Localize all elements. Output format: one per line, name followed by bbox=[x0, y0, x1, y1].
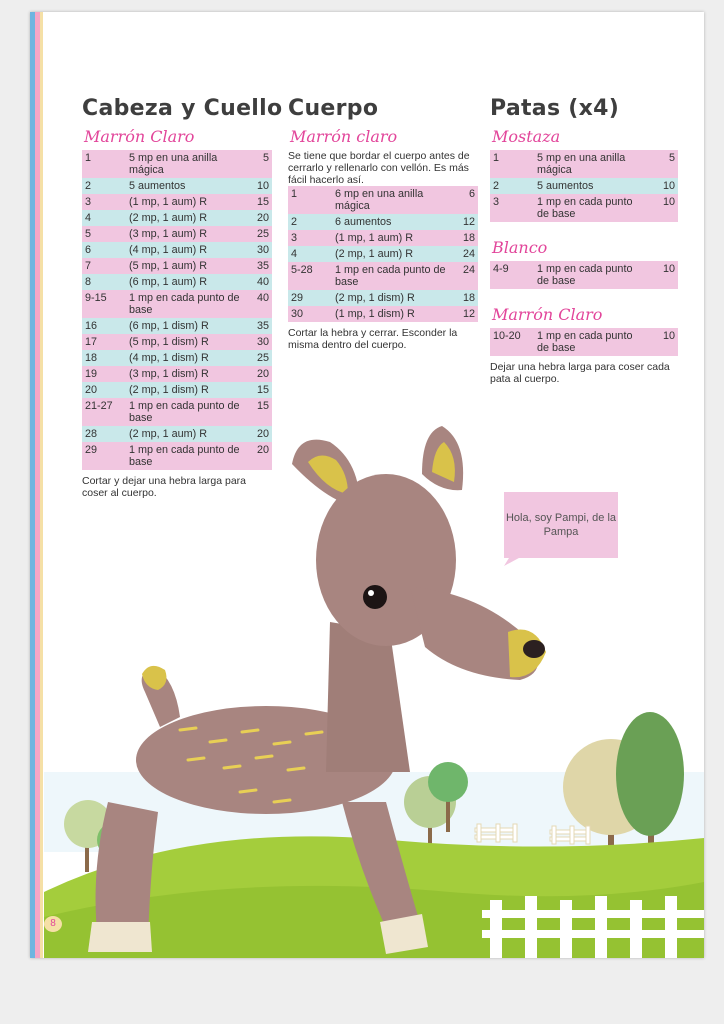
stitch-count: 12 bbox=[450, 214, 478, 230]
pattern-row bbox=[288, 186, 478, 214]
pattern-row bbox=[490, 194, 678, 222]
round-number: 10-20 bbox=[490, 328, 534, 356]
pattern-table bbox=[490, 261, 678, 289]
pattern-row bbox=[288, 290, 478, 306]
round-number: 18 bbox=[82, 350, 126, 366]
section-head-neck bbox=[82, 96, 283, 499]
yarn-color-label: Marrón Claro bbox=[492, 305, 603, 324]
stitch-count: 35 bbox=[244, 318, 272, 334]
round-instruction: 6 mp en una anilla mágica bbox=[332, 186, 450, 214]
stitch-count: 18 bbox=[450, 230, 478, 246]
pattern-row bbox=[82, 290, 272, 318]
pattern-row bbox=[82, 178, 272, 194]
pattern-row bbox=[82, 150, 272, 178]
round-instruction: 5 aumentos bbox=[126, 178, 244, 194]
round-number: 1 bbox=[490, 150, 534, 178]
round-number: 3 bbox=[490, 194, 534, 222]
round-instruction: (6 mp, 1 dism) R bbox=[126, 318, 244, 334]
round-instruction: (2 mp, 1 aum) R bbox=[126, 426, 244, 442]
round-number: 1 bbox=[82, 150, 126, 178]
page-number: 8 bbox=[44, 916, 62, 932]
stitch-count: 24 bbox=[450, 246, 478, 262]
round-number: 20 bbox=[82, 382, 126, 398]
round-instruction: (4 mp, 1 dism) R bbox=[126, 350, 244, 366]
round-instruction: 1 mp en cada punto de base bbox=[126, 442, 244, 470]
stitch-count: 6 bbox=[450, 186, 478, 214]
round-instruction: (4 mp, 1 aum) R bbox=[126, 242, 244, 258]
stitch-count: 10 bbox=[650, 178, 678, 194]
round-number: 1 bbox=[288, 186, 332, 214]
round-instruction: (5 mp, 1 aum) R bbox=[126, 258, 244, 274]
stitch-count: 10 bbox=[650, 194, 678, 222]
round-number: 7 bbox=[82, 258, 126, 274]
pattern-row bbox=[82, 194, 272, 210]
round-instruction: 5 mp en una anilla mágica bbox=[126, 150, 244, 178]
magazine-page bbox=[30, 12, 704, 958]
stitch-count: 24 bbox=[450, 262, 478, 290]
round-instruction: (3 mp, 1 dism) R bbox=[126, 366, 244, 382]
round-number: 28 bbox=[82, 426, 126, 442]
round-number: 3 bbox=[82, 194, 126, 210]
pattern-row bbox=[82, 426, 272, 442]
round-number: 4 bbox=[288, 246, 332, 262]
pattern-row bbox=[82, 334, 272, 350]
stitch-count: 30 bbox=[244, 334, 272, 350]
section-legs bbox=[490, 96, 678, 385]
stitch-count: 15 bbox=[244, 194, 272, 210]
stitch-count: 25 bbox=[244, 350, 272, 366]
round-number: 5 bbox=[82, 226, 126, 242]
stitch-count: 40 bbox=[244, 274, 272, 290]
round-instruction: 5 aumentos bbox=[534, 178, 650, 194]
round-instruction: 6 aumentos bbox=[332, 214, 450, 230]
pattern-row bbox=[288, 230, 478, 246]
section-note: Dejar una hebra larga para coser cada pata al cuerpo. bbox=[490, 361, 670, 385]
deer-eye-highlight bbox=[368, 590, 374, 596]
deer-back-hoof bbox=[88, 922, 152, 952]
round-number: 21-27 bbox=[82, 398, 126, 426]
section-intro: Se tiene que bordar el cuerpo antes de cerrarlo y rellenarlo con vellón. Es más fácil hacerlo así. bbox=[288, 150, 470, 186]
pattern-row bbox=[490, 150, 678, 178]
round-number: 2 bbox=[288, 214, 332, 230]
round-instruction: 1 mp en cada punto de base bbox=[126, 290, 244, 318]
stitch-count: 12 bbox=[450, 306, 478, 322]
section-title: Cuerpo bbox=[288, 96, 379, 121]
deer-eye bbox=[363, 585, 387, 609]
pattern-row bbox=[82, 382, 272, 398]
pattern-table bbox=[490, 150, 678, 222]
round-number: 2 bbox=[490, 178, 534, 194]
deer-nose bbox=[523, 640, 545, 658]
yarn-color-label: Blanco bbox=[492, 238, 548, 257]
pattern-row bbox=[82, 350, 272, 366]
round-instruction: 1 mp en cada punto de base bbox=[534, 328, 650, 356]
round-instruction: (2 mp, 1 aum) R bbox=[332, 246, 450, 262]
round-number: 4-9 bbox=[490, 261, 534, 289]
round-number: 30 bbox=[288, 306, 332, 322]
round-instruction: (5 mp, 1 dism) R bbox=[126, 334, 244, 350]
round-number: 29 bbox=[288, 290, 332, 306]
stitch-count: 10 bbox=[650, 261, 678, 289]
round-number: 2 bbox=[82, 178, 126, 194]
pattern-row bbox=[288, 306, 478, 322]
pattern-row bbox=[490, 328, 678, 356]
pattern-row bbox=[490, 261, 678, 289]
round-instruction: (2 mp, 1 dism) R bbox=[332, 290, 450, 306]
yarn-color-label: Mostaza bbox=[492, 127, 561, 146]
round-number: 5-28 bbox=[288, 262, 332, 290]
round-instruction: 1 mp en cada punto de base bbox=[126, 398, 244, 426]
round-instruction: (1 mp, 1 dism) R bbox=[332, 306, 450, 322]
round-instruction: 1 mp en cada punto de base bbox=[332, 262, 450, 290]
round-number: 16 bbox=[82, 318, 126, 334]
pattern-row bbox=[82, 258, 272, 274]
pattern-row bbox=[82, 398, 272, 426]
stitch-count: 20 bbox=[244, 210, 272, 226]
stitch-count: 40 bbox=[244, 290, 272, 318]
round-instruction: (6 mp, 1 aum) R bbox=[126, 274, 244, 290]
yarn-color-label: Marrón Claro bbox=[84, 127, 195, 146]
round-instruction: (3 mp, 1 aum) R bbox=[126, 226, 244, 242]
round-instruction: 1 mp en cada punto de base bbox=[534, 194, 650, 222]
pattern-row bbox=[82, 226, 272, 242]
pattern-table bbox=[288, 186, 478, 322]
section-body bbox=[288, 96, 478, 351]
round-instruction: (2 mp, 1 dism) R bbox=[126, 382, 244, 398]
pattern-table bbox=[82, 150, 272, 470]
round-instruction: 5 mp en una anilla mágica bbox=[534, 150, 650, 178]
stitch-count: 5 bbox=[244, 150, 272, 178]
pattern-row bbox=[82, 318, 272, 334]
section-title: Cabeza y Cuello bbox=[82, 96, 283, 121]
speech-bubble: Hola, soy Pampi, de la Pampa bbox=[504, 492, 618, 558]
round-number: 9-15 bbox=[82, 290, 126, 318]
round-number: 6 bbox=[82, 242, 126, 258]
round-number: 17 bbox=[82, 334, 126, 350]
stitch-count: 30 bbox=[244, 242, 272, 258]
pattern-row bbox=[82, 210, 272, 226]
round-instruction: (1 mp, 1 aum) R bbox=[126, 194, 244, 210]
round-number: 8 bbox=[82, 274, 126, 290]
pattern-row bbox=[82, 274, 272, 290]
pattern-table bbox=[490, 328, 678, 356]
round-number: 4 bbox=[82, 210, 126, 226]
stitch-count: 25 bbox=[244, 226, 272, 242]
round-instruction: (2 mp, 1 aum) R bbox=[126, 210, 244, 226]
pattern-row bbox=[288, 262, 478, 290]
deer-back-leg bbox=[96, 802, 158, 942]
stitch-count: 18 bbox=[450, 290, 478, 306]
stitch-count: 20 bbox=[244, 442, 272, 470]
pattern-row bbox=[82, 442, 272, 470]
section-note: Cortar la hebra y cerrar. Esconder la misma dentro del cuerpo. bbox=[288, 327, 458, 351]
round-instruction: 1 mp en cada punto de base bbox=[534, 261, 650, 289]
stitch-count: 5 bbox=[650, 150, 678, 178]
stitch-count: 20 bbox=[244, 426, 272, 442]
pattern-row bbox=[288, 246, 478, 262]
stitch-count: 10 bbox=[650, 328, 678, 356]
pattern-row bbox=[288, 214, 478, 230]
stitch-count: 15 bbox=[244, 398, 272, 426]
stitch-count: 10 bbox=[244, 178, 272, 194]
section-title: Patas (x4) bbox=[490, 96, 620, 121]
round-number: 3 bbox=[288, 230, 332, 246]
stitch-count: 20 bbox=[244, 366, 272, 382]
pattern-row bbox=[82, 366, 272, 382]
round-number: 29 bbox=[82, 442, 126, 470]
pattern-row bbox=[490, 178, 678, 194]
round-instruction: (1 mp, 1 aum) R bbox=[332, 230, 450, 246]
stitch-count: 35 bbox=[244, 258, 272, 274]
pattern-row bbox=[82, 242, 272, 258]
round-number: 19 bbox=[82, 366, 126, 382]
stitch-count: 15 bbox=[244, 382, 272, 398]
yarn-color-label: Marrón claro bbox=[290, 127, 398, 146]
section-note: Cortar y dejar una hebra larga para coser al cuerpo. bbox=[82, 475, 247, 499]
